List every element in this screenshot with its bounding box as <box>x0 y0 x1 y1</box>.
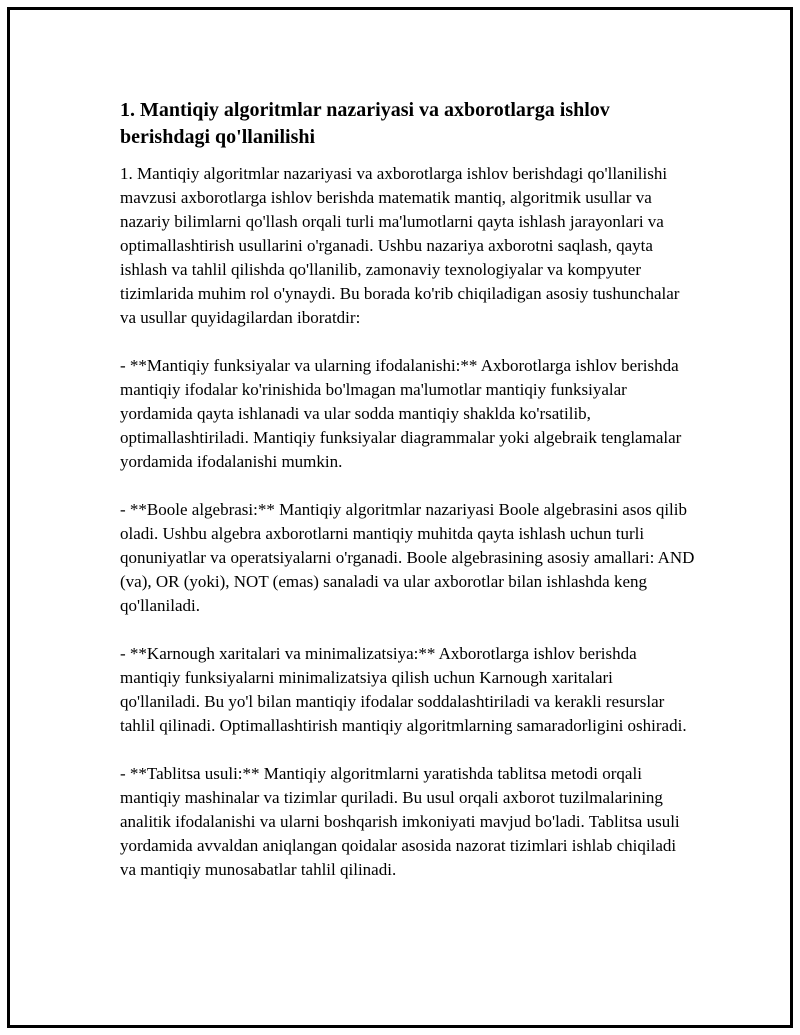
paragraph-boole-algebra: - **Boole algebrasi:** Mantiqiy algoritmlar nazariyasi Boole algebrasini asos qilib oladi. Ushbu algebra axborotlarni mantiqiy muhitda qayta ishlash uchun turli qonuniyatlar va operatsiyalarni o'rganadi. Boole algebrasining asosiy amallari: AND (va), OR (yoki), NOT (emas) sanaladi va ular axborotlar bilan ishlashda keng qo'llaniladi. <box>120 500 695 615</box>
paragraph-karnough-maps: - **Karnough xaritalari va minimalizatsiya:** Axborotlarga ishlov berishda mantiqiy funksiyalarni minimalizatsiya qilish uchun Karnough xaritalari qo'llaniladi. Bu yo'l bilan mantiqiy ifodalar soddalashtiriladi va kerakli resurslar tahlil qilinadi. Optimallashtirish mantiqiy algoritmlarning samaradorligini oshiradi. <box>120 644 687 735</box>
paragraph-logic-functions: - **Mantiqiy funksiyalar va ularning ifodalanishi:** Axborotlarga ishlov berishda mantiqiy ifodalar ko'rinishida bo'lmagan ma'lumotlar mantiqiy funksiyalar yordamida qayta ishlanadi va ular sodda mantiqiy shaklda ko'rsatilib, optimallashtiriladi. Mantiqiy funksiyalar diagrammalar yoki algebraik tenglamalar yordamida ifodalanishi mumkin. <box>120 356 682 471</box>
paragraph-table-method: - **Tablitsa usuli:** Mantiqiy algoritmlarni yaratishda tablitsa metodi orqali mantiqiy mashinalar va tizimlar quriladi. Bu usul orqali axborot tuzilmalarining analitik ifodalanishi va ularni boshqarish imkoniyati mavjud bo'ladi. Tablitsa usuli yordamida avvaldan aniqlangan qoidalar asosida nazorat tizimlari ishlab chiqiladi va mantiqiy munosabatlar tahlil qilinadi. <box>120 764 680 879</box>
document-title: 1. Mantiqiy algoritmlar nazariyasi va axborotlarga ishlov berishdagi qo'llanilishi <box>120 99 610 148</box>
paragraph-intro: 1. Mantiqiy algoritmlar nazariyasi va axborotlarga ishlov berishdagi qo'llanilishi mavzusi axborotlarga ishlov berishda matematik mantiq, algoritmik usullar va nazariy bilimlarni qo'llash orqali turli ma'lumotlarni qayta ishlash jarayonlari va optimallashtirish usullarini o'rganadi. Ushbu nazariya axborotni saqlash, qayta ishlash va tahlil qilishda qo'llanilib, zamonaviy texnologiyalar va kompyuter tizimlarida muhim rol o'ynaydi. Bu borada ko'rib chiqiladigan asosiy tushunchalar va usullar quyidagilardan iboratdir: <box>120 164 680 327</box>
page-frame <box>7 7 793 1028</box>
document-body <box>120 97 695 906</box>
